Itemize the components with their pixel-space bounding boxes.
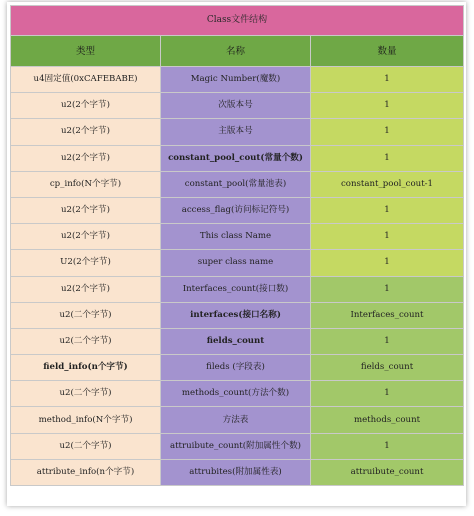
name-cell: interfaces(接口名称) — [161, 302, 311, 328]
name-cell: super class name — [161, 250, 311, 276]
table-row — [11, 328, 464, 354]
type-cell: field_info(n个字节) — [11, 355, 161, 381]
type-cell: u2(2个字节) — [11, 93, 161, 119]
table-row — [11, 302, 464, 328]
type-cell: u2(2个字节) — [11, 119, 161, 145]
name-cell: Magic Number(魔数) — [161, 67, 311, 93]
quantity-cell: 1 — [311, 93, 464, 119]
table-row — [11, 276, 464, 302]
table-row — [11, 145, 464, 171]
table-title-row — [11, 6, 464, 36]
type-cell: u2(2个字节) — [11, 276, 161, 302]
name-cell: fields_count — [161, 328, 311, 354]
type-cell: u2(二个字节) — [11, 433, 161, 459]
type-cell: u2(2个字节) — [11, 197, 161, 223]
quantity-cell: 1 — [311, 197, 464, 223]
quantity-cell: methods_count — [311, 407, 464, 433]
name-cell: constant_pool(常量池表) — [161, 171, 311, 197]
name-cell: 次版本号 — [161, 93, 311, 119]
table-row — [11, 355, 464, 381]
header-quantity: 数量 — [311, 36, 464, 67]
quantity-cell: 1 — [311, 328, 464, 354]
table-row — [11, 381, 464, 407]
header-name: 名称 — [161, 36, 311, 67]
quantity-cell: 1 — [311, 224, 464, 250]
name-cell: access_flag(访问标记符号) — [161, 197, 311, 223]
name-cell: fileds (字段表) — [161, 355, 311, 381]
table-header-row — [11, 36, 464, 67]
name-cell: This class Name — [161, 224, 311, 250]
name-cell: methods_count(方法个数) — [161, 381, 311, 407]
type-cell: U2(2个字节) — [11, 250, 161, 276]
table-row — [11, 433, 464, 459]
quantity-cell: attruibute_count — [311, 459, 464, 485]
table-row — [11, 171, 464, 197]
header-type: 类型 — [11, 36, 161, 67]
type-cell: u2(2个字节) — [11, 145, 161, 171]
name-cell: attruibute_count(附加属性个数) — [161, 433, 311, 459]
name-cell: attrubites(附加属性表) — [161, 459, 311, 485]
quantity-cell: 1 — [311, 145, 464, 171]
table-row — [11, 197, 464, 223]
quantity-cell: 1 — [311, 67, 464, 93]
table-row — [11, 224, 464, 250]
table-row — [11, 119, 464, 145]
quantity-cell: 1 — [311, 276, 464, 302]
table-title: Class文件结构 — [11, 6, 464, 36]
quantity-cell: 1 — [311, 119, 464, 145]
type-cell: method_info(N个字节) — [11, 407, 161, 433]
name-cell: 方法表 — [161, 407, 311, 433]
type-cell: u2(二个字节) — [11, 328, 161, 354]
type-cell: attribute_info(n个字节) — [11, 459, 161, 485]
table-row — [11, 67, 464, 93]
type-cell: cp_info(N个字节) — [11, 171, 161, 197]
quantity-cell: 1 — [311, 433, 464, 459]
quantity-cell: constant_pool_cout-1 — [311, 171, 464, 197]
table-row — [11, 93, 464, 119]
table-row — [11, 407, 464, 433]
type-cell: u2(二个字节) — [11, 381, 161, 407]
table-row — [11, 459, 464, 485]
type-cell: u2(二个字节) — [11, 302, 161, 328]
table-body — [11, 67, 464, 486]
quantity-cell: Interfaces_count — [311, 302, 464, 328]
table-row — [11, 250, 464, 276]
name-cell: 主版本号 — [161, 119, 311, 145]
quantity-cell: 1 — [311, 381, 464, 407]
quantity-cell: fields_count — [311, 355, 464, 381]
class-file-structure-table — [10, 5, 464, 486]
name-cell: Interfaces_count(接口数) — [161, 276, 311, 302]
quantity-cell: 1 — [311, 250, 464, 276]
type-cell: u4固定值(0xCAFEBABE) — [11, 67, 161, 93]
name-cell: constant_pool_cout(常量个数) — [161, 145, 311, 171]
type-cell: u2(2个字节) — [11, 224, 161, 250]
